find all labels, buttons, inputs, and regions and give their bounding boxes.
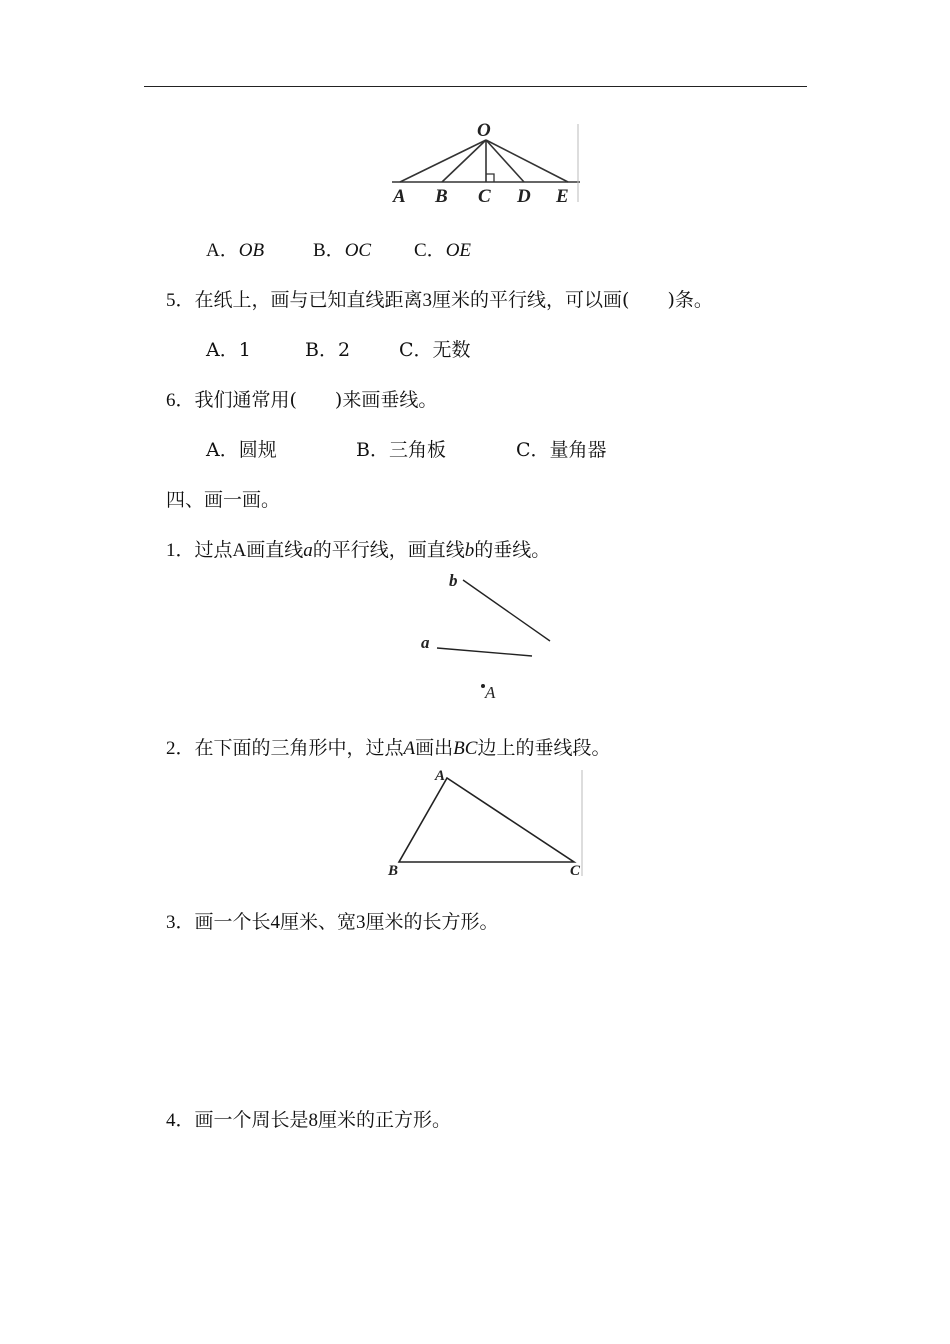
figure-lines-a-b	[415, 568, 565, 704]
segment-oa	[400, 140, 486, 182]
q6-option-c: C．量角器	[516, 439, 607, 461]
figure-perpendicular-oc	[390, 118, 582, 208]
label-c: C	[478, 186, 491, 207]
label-vertex-b: B	[388, 863, 399, 879]
section-title: 四、画一画。	[166, 489, 281, 511]
label-a: A	[393, 186, 406, 207]
label-vertex-a: A	[435, 768, 446, 784]
label-b: B	[435, 186, 448, 207]
label-e: E	[556, 186, 569, 207]
label-o: O	[477, 120, 491, 141]
segment-od	[486, 140, 524, 182]
header-rule	[144, 86, 807, 87]
d4-question: 4．画一个周长是8厘米的正方形。	[166, 1109, 452, 1131]
q5-option-a: A．1	[206, 339, 251, 361]
triangle-abc	[399, 778, 574, 862]
q5-question: 5．在纸上，画与已知直线距离3厘米的平行线，可以画( )条。	[166, 289, 713, 311]
q4-option-a: A．OB	[206, 240, 265, 261]
d3-question: 3．画一个长4厘米、宽3厘米的长方形。	[166, 911, 499, 933]
right-angle-mark	[486, 174, 494, 182]
line-b	[463, 580, 550, 641]
label-line-b: b	[449, 571, 458, 590]
q6-option-b: B．三角板	[356, 439, 446, 461]
figure-triangle-abc	[384, 766, 586, 880]
q5-option-b: B．2	[305, 339, 351, 361]
label-d: D	[517, 186, 531, 207]
label-point-a: A	[485, 683, 496, 702]
q6-option-a: A．圆规	[206, 439, 277, 461]
q4-option-c: C．OE	[414, 240, 472, 261]
label-vertex-c: C	[570, 863, 581, 879]
segment-oe	[486, 140, 568, 182]
q6-question: 6．我们通常用( )来画垂线。	[166, 389, 438, 411]
q5-option-c: C．无数	[399, 339, 471, 361]
line-a	[437, 648, 532, 656]
label-line-a: a	[421, 633, 430, 652]
segment-ob	[442, 140, 486, 182]
d2-question: 2．在下面的三角形中，过点A画出BC边上的垂线段。	[166, 737, 611, 759]
d1-question: 1．过点A画直线a的平行线，画直线b的垂线。	[166, 539, 551, 561]
q4-option-b: B．OC	[313, 240, 372, 261]
